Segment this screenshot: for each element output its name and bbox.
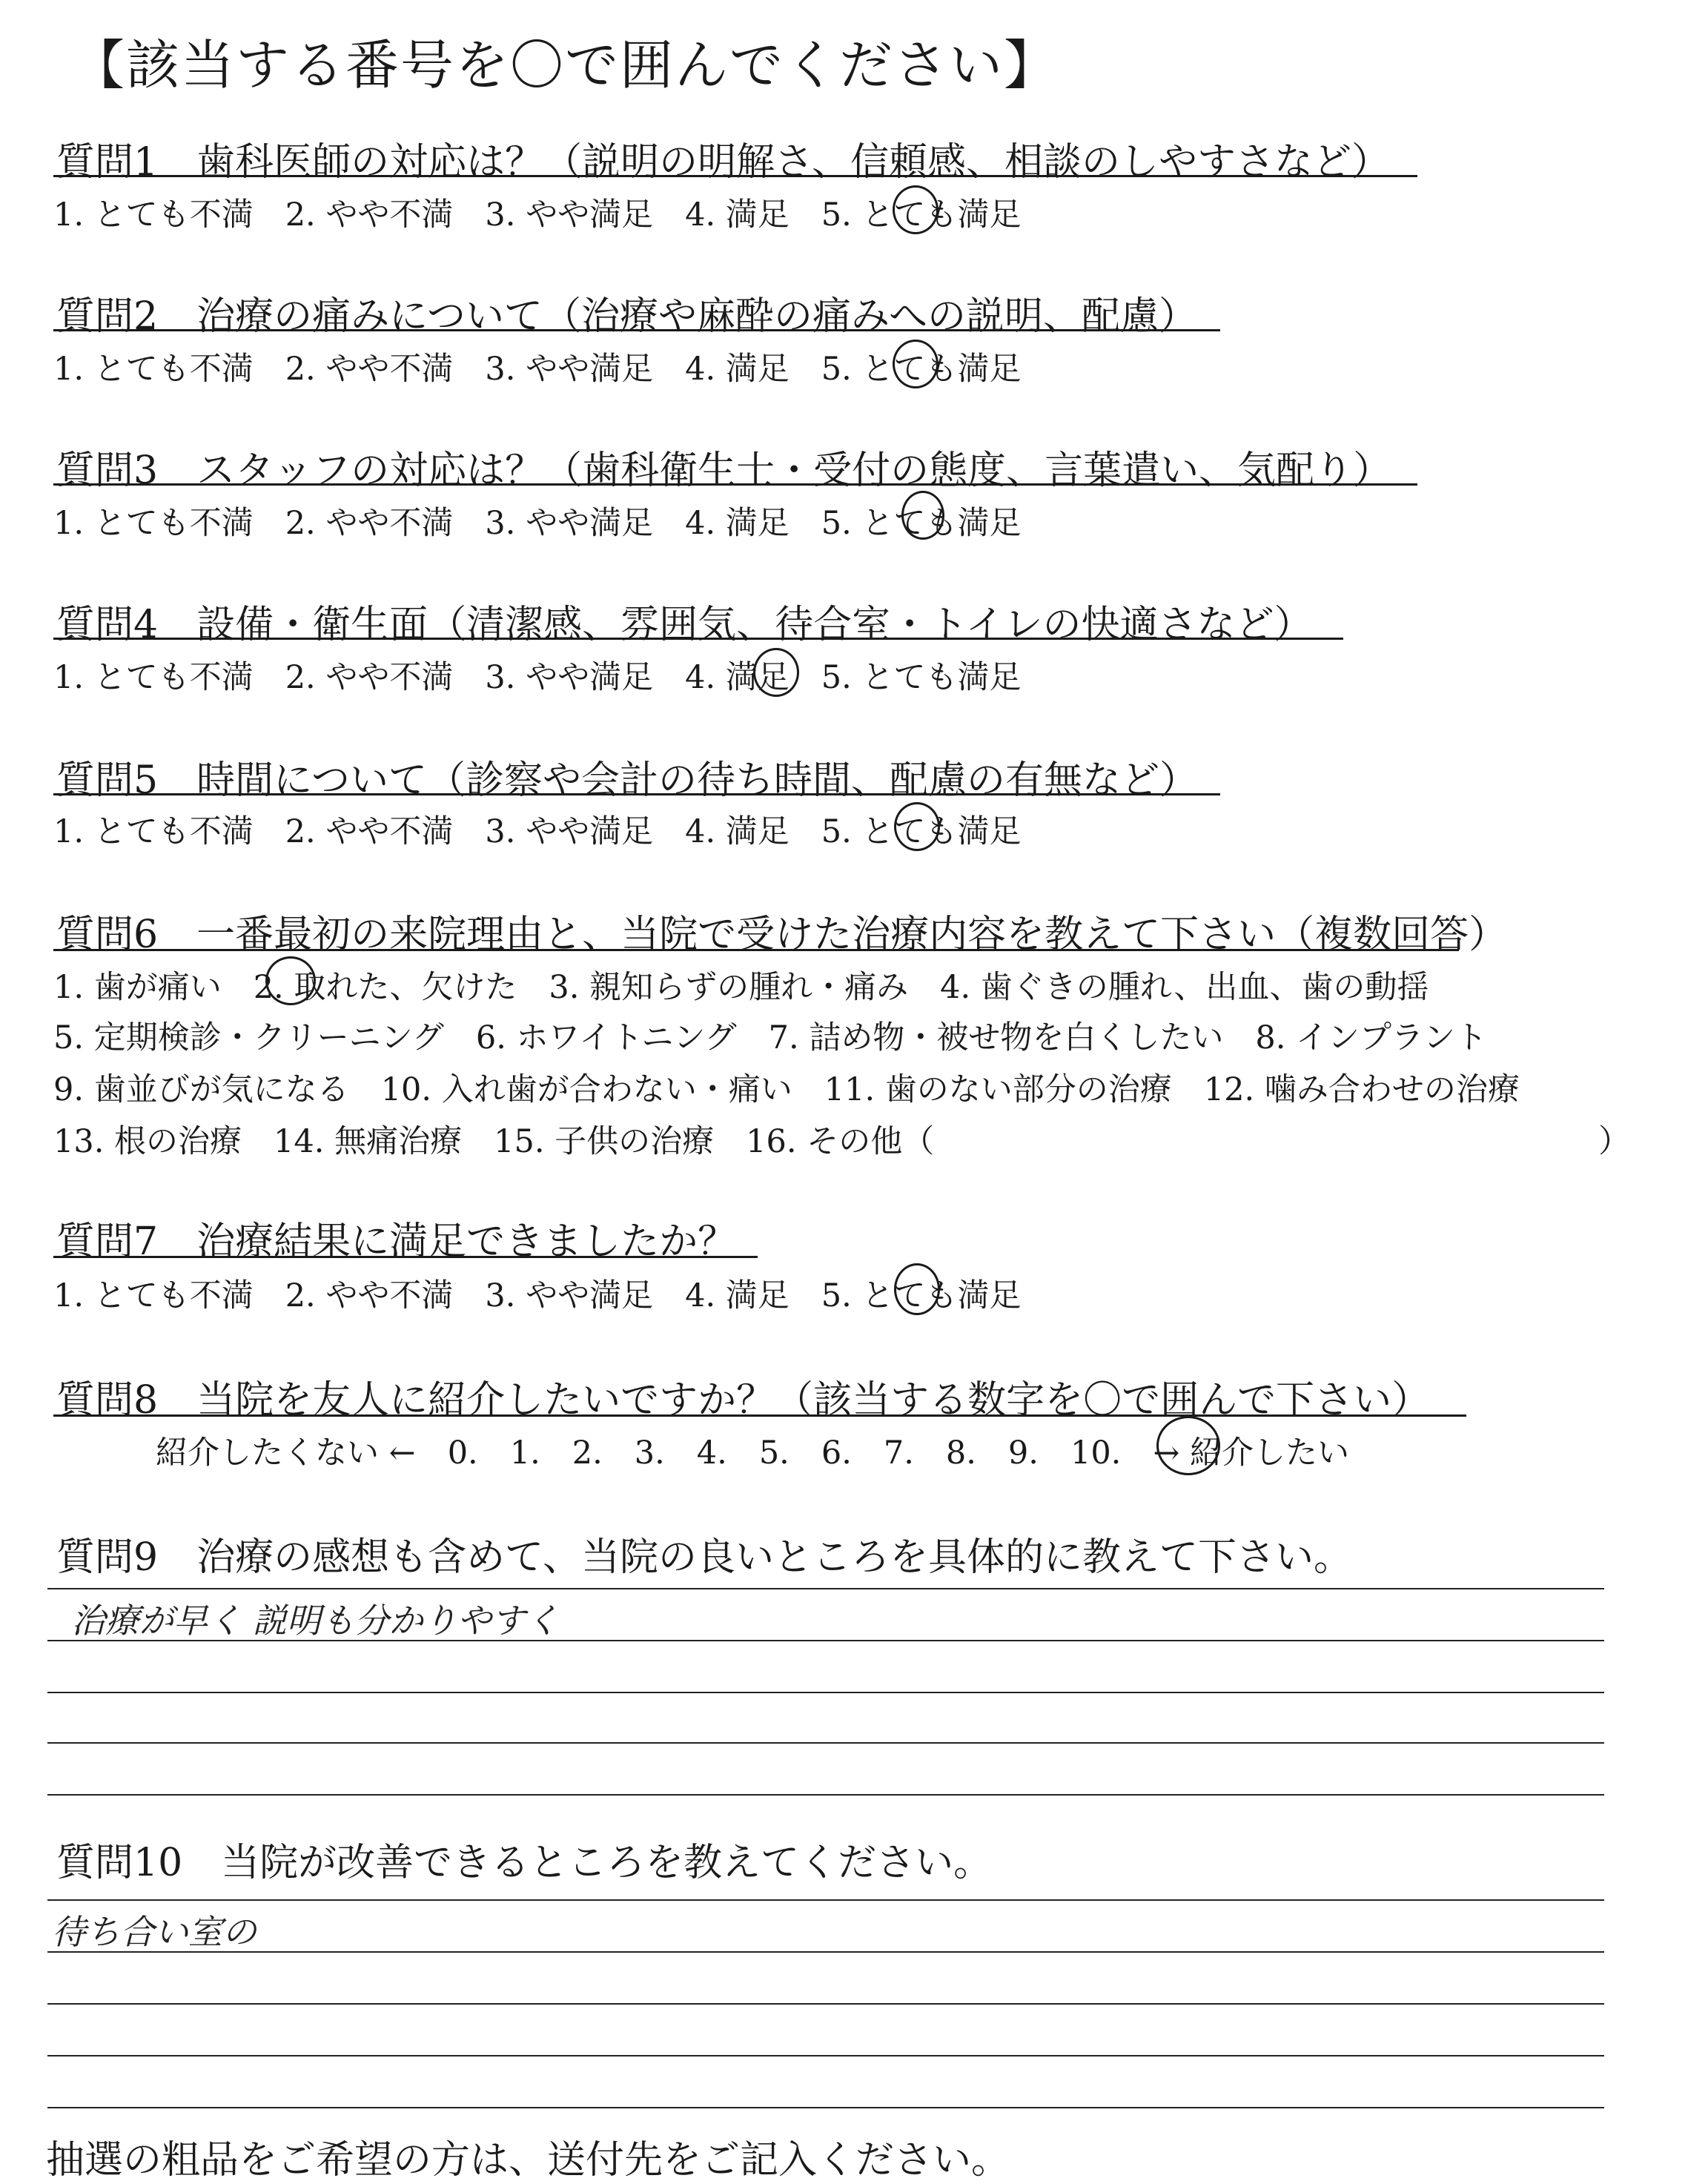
- question-6-row-1: 1. 歯が痛い 2. 取れた、欠けた 3. 親知らずの腫れ・痛み 4. 歯ぐきの腫れ、出血、歯の動揺: [53, 969, 1429, 1006]
- question-2-answer-circle[interactable]: [893, 340, 939, 388]
- question-8-answer-circle[interactable]: [1156, 1416, 1220, 1475]
- question-7-title: 質問7 治療結果に満足できましたか？: [56, 1220, 737, 1264]
- question-5-title: 質問5 時間について（診察や会計の待ち時間、配慮の有無など）: [56, 758, 1199, 803]
- answer-line: [47, 1692, 1604, 1693]
- answer-line: [47, 1951, 1604, 1953]
- question-3-underline: [53, 483, 1417, 486]
- question-6-row-3: 9. 歯並びが気になる 10. 入れ歯が合わない・痛い 11. 歯のない部分の治療 12. 噛み合わせの治療: [53, 1071, 1520, 1108]
- question-5-options: 1. とても不満 2. やや不満 3. やや満足 4. 満足 5. とても満足: [53, 813, 1022, 850]
- question-7-options: 1. とても不満 2. やや不満 3. やや満足 4. 満足 5. とても満足: [53, 1277, 1022, 1314]
- question-9-handwritten-answer: 治療が早く 説明も分かりやすく: [71, 1601, 560, 1641]
- question-4-underline: [53, 638, 1343, 640]
- question-6-row-4: 13. 根の治療 14. 無痛治療 15. 子供の治療 16. その他（: [53, 1123, 935, 1160]
- answer-line: [47, 1640, 1604, 1641]
- question-1-options: 1. とても不満 2. やや不満 3. やや満足 4. 満足 5. とても満足: [53, 196, 1022, 234]
- question-1-answer-circle[interactable]: [893, 185, 939, 234]
- question-3-options: 1. とても不満 2. やや不満 3. やや満足 4. 満足 5. とても満足: [53, 505, 1022, 542]
- question-5-answer-circle[interactable]: [894, 802, 940, 851]
- question-8-scale: 紹介したくない ← 0. 1. 2. 3. 4. 5. 6. 7. 8. 9. 10. → 紹介したい: [156, 1435, 1350, 1472]
- question-6-row-2: 5. 定期検診・クリーニング 6. ホワイトニング 7. 詰め物・被せ物を白くしたい 8. インプラント: [53, 1019, 1488, 1056]
- question-2-title: 質問2 治療の痛みについて（治療や麻酔の痛みへの説明、配慮）: [56, 294, 1198, 339]
- answer-line: [47, 2003, 1604, 2005]
- question-4-answer-circle[interactable]: [753, 648, 799, 697]
- answer-line: [47, 2107, 1604, 2108]
- question-1-underline: [53, 175, 1417, 177]
- question-6-answer-circle[interactable]: [265, 956, 316, 1005]
- question-4-options: 1. とても不満 2. やや不満 3. やや満足 4. 満足 5. とても満足: [53, 659, 1022, 696]
- question-8-title: 質問8 当院を友人に紹介したいですか？（該当する数字を〇で囲んで下さい）: [56, 1378, 1431, 1423]
- answer-line: [47, 1742, 1604, 1744]
- question-2-underline: [53, 329, 1220, 331]
- answer-line: [47, 2055, 1604, 2056]
- question-7-answer-circle[interactable]: [894, 1263, 940, 1315]
- question-6-other-close: ）: [1598, 1123, 1630, 1160]
- question-10-handwritten-answer: 待ち合い室の: [52, 1912, 256, 1952]
- question-6-underline: [53, 949, 1459, 951]
- footer-clip: [0, 2117, 1708, 2183]
- question-3-answer-circle[interactable]: [901, 491, 944, 540]
- answer-line: [47, 1588, 1604, 1589]
- question-6-title: 質問6 一番最初の来院理由と、当院で受けた治療内容を教えて下さい（複数回答）: [56, 913, 1508, 957]
- question-2-options: 1. とても不満 2. やや不満 3. やや満足 4. 満足 5. とても満足: [53, 351, 1022, 388]
- question-8-underline: [53, 1414, 1466, 1417]
- question-3-title: 質問3 スタッフの対応は？（歯科衛生士・受付の態度、言葉遣い、気配り）: [56, 449, 1392, 493]
- instruction-header: 【該当する番号を〇で囲んでください】: [71, 34, 1059, 96]
- question-9-title: 質問9 治療の感想も含めて、当院の良いところを具体的に教えて下さい。: [56, 1535, 1353, 1580]
- question-7-underline: [53, 1256, 758, 1258]
- question-10-title: 質問10 当院が改善できるところを教えてください。: [56, 1841, 993, 1885]
- question-4-title: 質問4 設備・衛生面（清潔感、雰囲気、待合室・トイレの快適さなど）: [56, 603, 1313, 647]
- question-5-underline: [53, 793, 1220, 795]
- footer-partial-text: 抽選の粗品をご希望の方は、送付先をご記入ください。: [46, 2138, 1010, 2183]
- question-1-title: 質問1 歯科医師の対応は？（説明の明解さ、信頼感、相談のしやすさなど）: [56, 140, 1391, 185]
- answer-line: [47, 1899, 1604, 1901]
- answer-line: [47, 1794, 1604, 1796]
